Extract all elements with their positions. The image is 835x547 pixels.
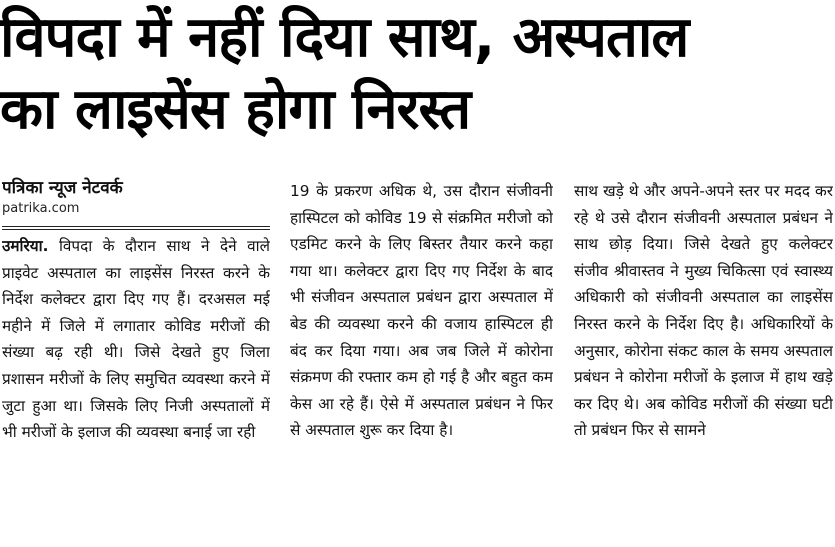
- byline-site: patrika.com: [2, 201, 80, 216]
- article-text-col2: 19 के प्रकरण अधिक थे, उस दौरान संजीवनी हास्पिटल को कोविड 19 से संक्रमित मरीजो को एडमिट करने के लिए बिस्तर तैयार करने कहा गया था। कलेक्टर द्वारा दिए गए निर्देश के बाद भी संजीवन अस्पताल प्रबंधन द्वारा अस्पताल में बेड की व्यवस्था करने की वजाय हास्पिटल ही बंद कर दिया गया। अब जब जिले में कोरोना संक्रमण की रफ्तार कम हो गई है और बहुत कम केस आ रहे हैं। ऐसे में अस्पताल प्रबंधन ने फिर से अस्पताल शुरू कर दिया है।: [290, 182, 553, 440]
- article-paragraph-1: [2, 233, 270, 446]
- headline: [0, 2, 835, 146]
- article-column-1: [2, 176, 270, 545]
- article-column-3: [574, 178, 833, 547]
- headline-line-1: विपदा में नहीं दिया साथ, अस्पताल: [0, 5, 689, 70]
- dateline: उमरिया.: [2, 237, 49, 255]
- byline-agency: पत्रिका न्यूज नेटवर्क: [2, 178, 123, 198]
- headline-line-2: का लाइसेंस होगा निरस्त: [0, 77, 471, 142]
- article-text-col1: विपदा के दौरान साथ ने देने वाले प्राइवेट अस्पताल का लाइसेंस निरस्त करने के निर्देश कलेक्टर द्वारा दिए गए हैं। दरअसल मई महीने में जिले में लगातार कोविड मरीजों की संख्या बढ़ रही थी। जिसे देखते हुए जिला प्रशासन मरीजों के लिए समुचित व्यवस्था करने में जुटा हुआ था। जिसके लिए निजी अस्पतालों में भी मरीजों के इलाज की व्यवस्था बनाई जा रही: [2, 237, 270, 442]
- article-text-col3: साथ खड़े थे और अपने-अपने स्तर पर मदद कर रहे थे उसे दौरान संजीवनी अस्पताल प्रबंधन ने साथ छोड़ दिया। जिसे देखते हुए कलेक्टर संजीव श्रीवास्तव ने मुख्य चिकित्सा एवं स्वास्थ्य अधिकारी को संजीवनी अस्पताल का लाइसेंस निरस्त करने के निर्देश दिए है। अधिकारियों के अनुसार, कोरोना संकट काल के समय अस्पताल प्रबंधन ने कोरोना मरीजों के इलाज में हाथ खड़े कर दिए थे। अब कोविड मरीजों की संख्या घटी तो प्रबंधन फिर से सामने: [574, 182, 833, 440]
- article-column-2: [290, 178, 553, 547]
- byline-divider: [2, 226, 270, 230]
